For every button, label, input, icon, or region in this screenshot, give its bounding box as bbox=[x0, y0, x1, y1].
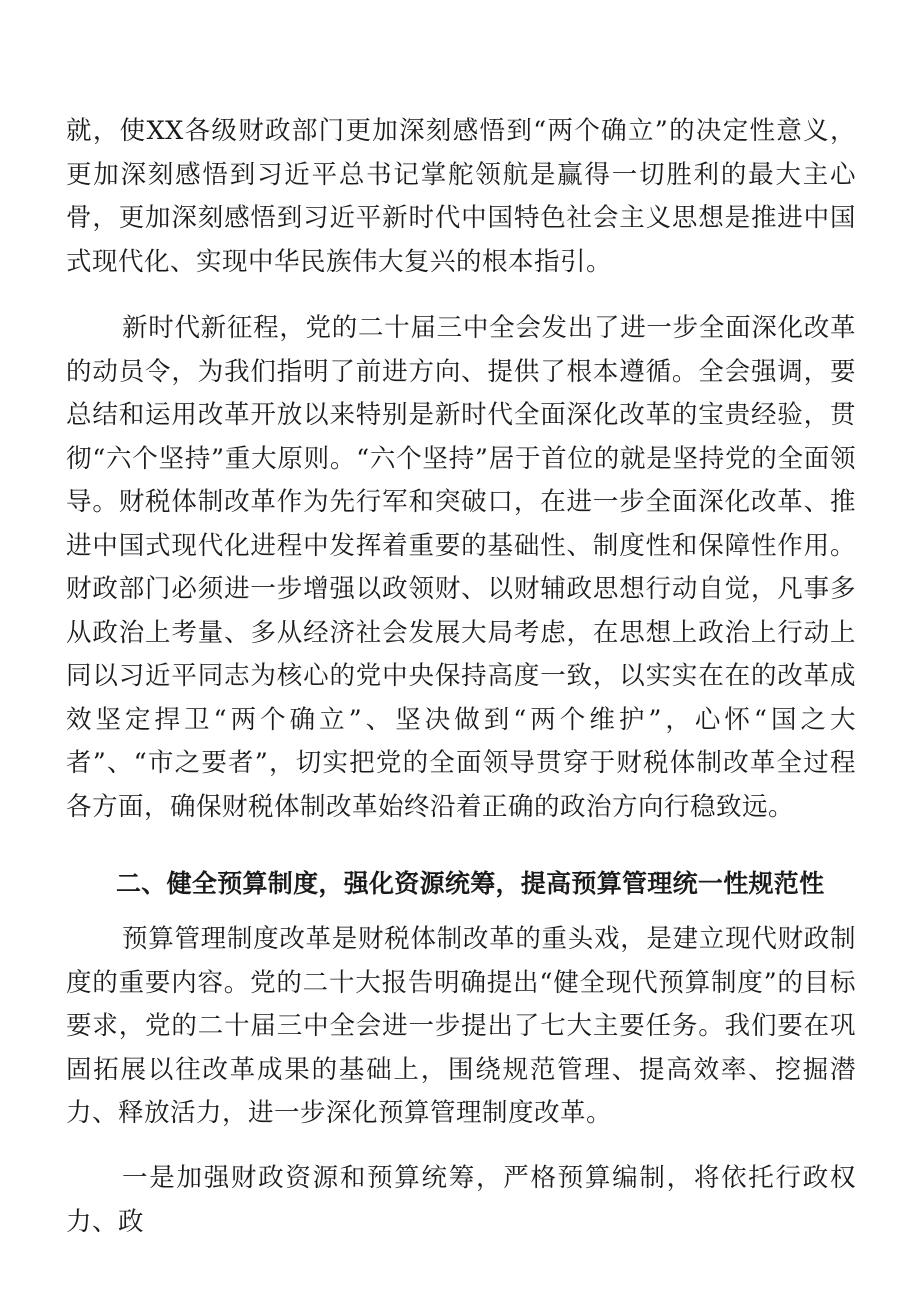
section-heading-budget-system: 二、健全预算制度，强化资源统筹，提高预算管理统一性规范性 bbox=[116, 869, 825, 898]
paragraph-reform-leadership: 新时代新征程，党的二十届三中全会发出了进一步全面深化改革的动员令，为我们指明了前进方向、提供了根本遵循。全会强调，要总结和运用改革开放以来特别是新时代全面深化改革的宝贵经验，贯彻“六个坚持”重大原则。“六个坚持”居于首位的就是坚持党的全面领导。财税体制改革作为先行军和突破口，在进一步全面深化改革、推进中国式现代化进程中发挥着重要的基础性、制度性和保障性作用。财政部门必须进一步增强以政领财、以财辅政思想行动自觉，凡事多从政治上考量、多从经济社会发展大局考虑，在思想上政治上行动上同以习近平同志为核心的党中央保持高度一致，以实实在在的改革成效坚定捍卫“两个确立”、坚决做到“两个维护”，心怀“国之大者”、“市之要者”，切实把党的全面领导贯穿于财税体制改革全过程各方面，确保财税体制改革始终沿着正确的政治方向行稳致远。 bbox=[66, 313, 856, 822]
paragraph-first-measure: 一是加强财政资源和预算统筹，严格预算编制，将依托行政权力、政 bbox=[66, 1163, 856, 1237]
paragraph-budget-reform: 预算管理制度改革是财税体制改革的重头戏，是建立现代财政制度的重要内容。党的二十大报告明确提出“健全现代预算制度”的目标要求，党的二十届三中全会进一步提出了七大主要任务。我们要在巩固拓展以往改革成果的基础上，围绕规范管理、提高效率、挖掘潜力、释放活力，进一步深化预算管理制度改革。 bbox=[66, 924, 856, 1128]
paragraph-continuation: 就，使XX各级财政部门更加深刻感悟到“两个确立”的决定性意义，更加深刻感悟到习近平总书记掌舵领航是赢得一切胜利的最大主心骨，更加深刻感悟到习近平新时代中国特色社会主义思想是推进中国式现代化、实现中华民族伟大复兴的根本指引。 bbox=[66, 116, 856, 277]
